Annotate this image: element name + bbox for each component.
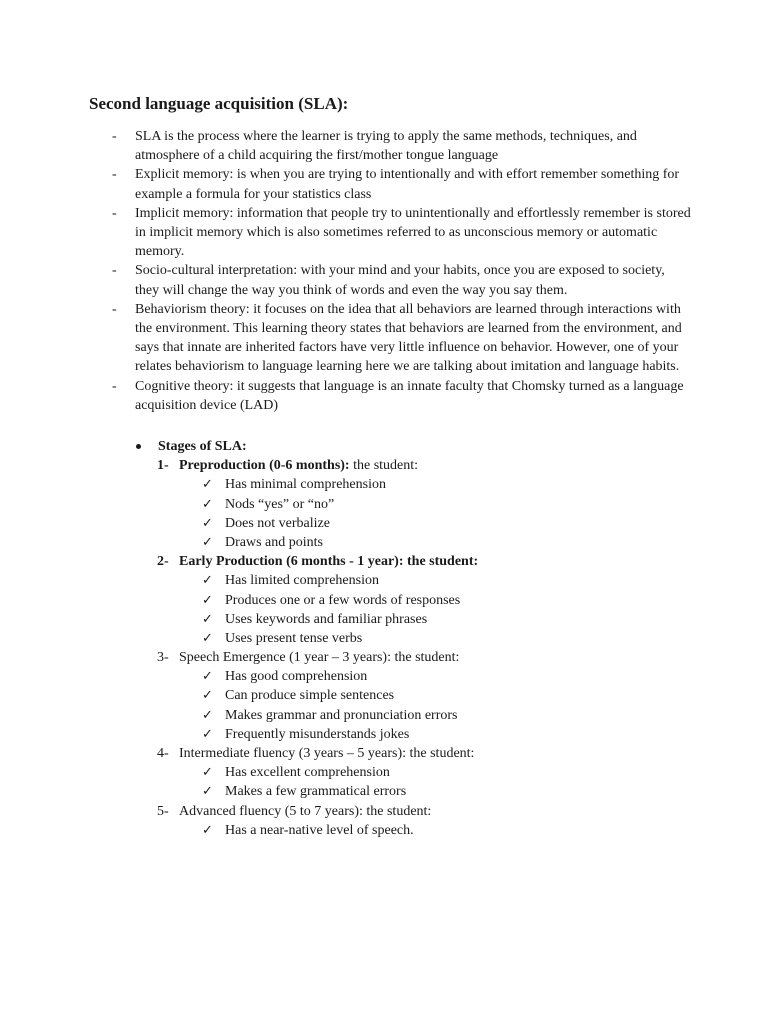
checkmark-icon: ✓ xyxy=(202,477,213,493)
stage-1 xyxy=(136,456,676,552)
checkmark-icon: ✓ xyxy=(202,592,213,608)
checkmark-icon: ✓ xyxy=(202,630,213,646)
definition-item: - Socio-cultural interpretation: with your mind and your habits, once you are exposed to society, they will change the way you think of words and even the way you say them. xyxy=(112,261,692,299)
check-item-text: Has a near-native level of speech. xyxy=(225,822,414,838)
check-list-item xyxy=(136,782,676,801)
check-list-item xyxy=(136,821,676,840)
stage-label: Speech Emergence (1 year – 3 years): the student: xyxy=(179,650,460,666)
check-list-item xyxy=(136,725,676,744)
checkmark-icon: ✓ xyxy=(202,688,213,704)
checkmark-icon: ✓ xyxy=(202,573,213,589)
check-list-item xyxy=(136,591,676,610)
definition-item: - SLA is the process where the learner is trying to apply the same methods, techniques, and atmosphere of a child acquiring the first/mother tongue language xyxy=(112,127,692,165)
bullet-dot-icon xyxy=(136,444,141,449)
check-list-item xyxy=(136,667,676,686)
stage-number: 2- xyxy=(157,554,169,570)
stage-3 xyxy=(136,648,676,744)
definition-item: - Explicit memory: is when you are trying to intentionally and with effort remember something for example a formula for your statistics class xyxy=(112,165,692,203)
stage-label: Preproduction (0-6 months): xyxy=(179,458,350,474)
definition-item: - Implicit memory: information that people try to unintentionally and effortlessly remember is stored in implicit memory which is also sometimes referred to as unconscious memory or automatic memory. xyxy=(112,204,692,262)
check-item-text: Has good comprehension xyxy=(225,669,368,685)
check-list-item xyxy=(136,514,676,533)
check-list-item xyxy=(136,533,676,552)
checkmark-icon: ✓ xyxy=(202,726,213,742)
check-list-item xyxy=(136,706,676,725)
check-item-text: Does not verbalize xyxy=(225,515,330,531)
check-item-text: Uses keywords and familiar phrases xyxy=(225,611,428,627)
stage-number: 3- xyxy=(157,650,169,666)
check-item-text: Draws and points xyxy=(225,534,323,550)
check-list-item xyxy=(136,610,676,629)
page-title: Second language acquisition (SLA): xyxy=(89,94,349,113)
definition-item: - Cognitive theory: it suggests that language is an innate faculty that Chomsky turned as a language acquisition device (LAD) xyxy=(112,377,692,415)
stage-label: Early Production (6 months - 1 year): the student: xyxy=(179,554,479,570)
check-list-item xyxy=(136,686,676,705)
check-item-text: Has excellent comprehension xyxy=(225,765,390,781)
check-list-item xyxy=(136,495,676,514)
stage-4 xyxy=(136,744,676,802)
definition-list xyxy=(112,127,692,415)
stage-number: 4- xyxy=(157,746,169,761)
check-item-text: Makes a few grammatical errors xyxy=(225,784,407,800)
check-list-item xyxy=(136,763,676,782)
checkmark-icon: ✓ xyxy=(202,515,213,531)
stages-heading-text: Stages of SLA: xyxy=(158,439,247,454)
checkmark-icon: ✓ xyxy=(202,707,213,723)
stage-heading xyxy=(136,552,676,571)
stage-label: Advanced fluency (5 to 7 years): the student: xyxy=(179,803,432,819)
check-item-text: Has minimal comprehension xyxy=(225,477,386,493)
check-item-text: Nods “yes” or “no” xyxy=(225,496,335,512)
check-item-text: Has limited comprehension xyxy=(225,573,379,589)
stage-heading xyxy=(136,648,676,667)
checkmark-icon: ✓ xyxy=(202,765,213,781)
stage-label-suffix: the student: xyxy=(349,458,419,474)
checkmark-icon: ✓ xyxy=(202,611,213,627)
check-item-text: Uses present tense verbs xyxy=(225,630,363,646)
checkmark-icon: ✓ xyxy=(202,784,213,800)
stage-number: 1- xyxy=(157,458,169,474)
stages-section xyxy=(136,437,676,840)
checkmark-icon: ✓ xyxy=(202,669,213,685)
stage-heading xyxy=(136,802,676,821)
stage-2 xyxy=(136,552,676,648)
check-item-text: Frequently misunderstands jokes xyxy=(225,726,410,742)
definition-item: - Behaviorism theory: it focuses on the idea that all behaviors are learned through interactions with the environment. This learning theory states that behaviors are learned from the environment, and says that innate are inherited factors have very little influence on behavior. However, one of your relates behaviorism to language learning here we are talking about imitation and language habits. xyxy=(112,300,692,377)
checkmark-icon: ✓ xyxy=(202,822,213,838)
stage-label: Intermediate fluency (3 years – 5 years): the student: xyxy=(179,746,475,761)
stage-heading xyxy=(136,456,676,475)
checkmark-icon: ✓ xyxy=(202,534,213,550)
check-item-text: Produces one or a few words of responses xyxy=(225,592,461,608)
stage-5 xyxy=(136,802,676,840)
stages-heading xyxy=(136,437,676,456)
stage-number: 5- xyxy=(157,803,169,819)
check-list-item xyxy=(136,571,676,590)
stages-list xyxy=(136,456,676,840)
check-item-text: Can produce simple sentences xyxy=(225,688,395,704)
checkmark-icon: ✓ xyxy=(202,496,213,512)
check-item-text: Makes grammar and pronunciation errors xyxy=(225,707,458,723)
stage-heading xyxy=(136,744,676,763)
check-list-item xyxy=(136,629,676,648)
check-list-item xyxy=(136,475,676,494)
